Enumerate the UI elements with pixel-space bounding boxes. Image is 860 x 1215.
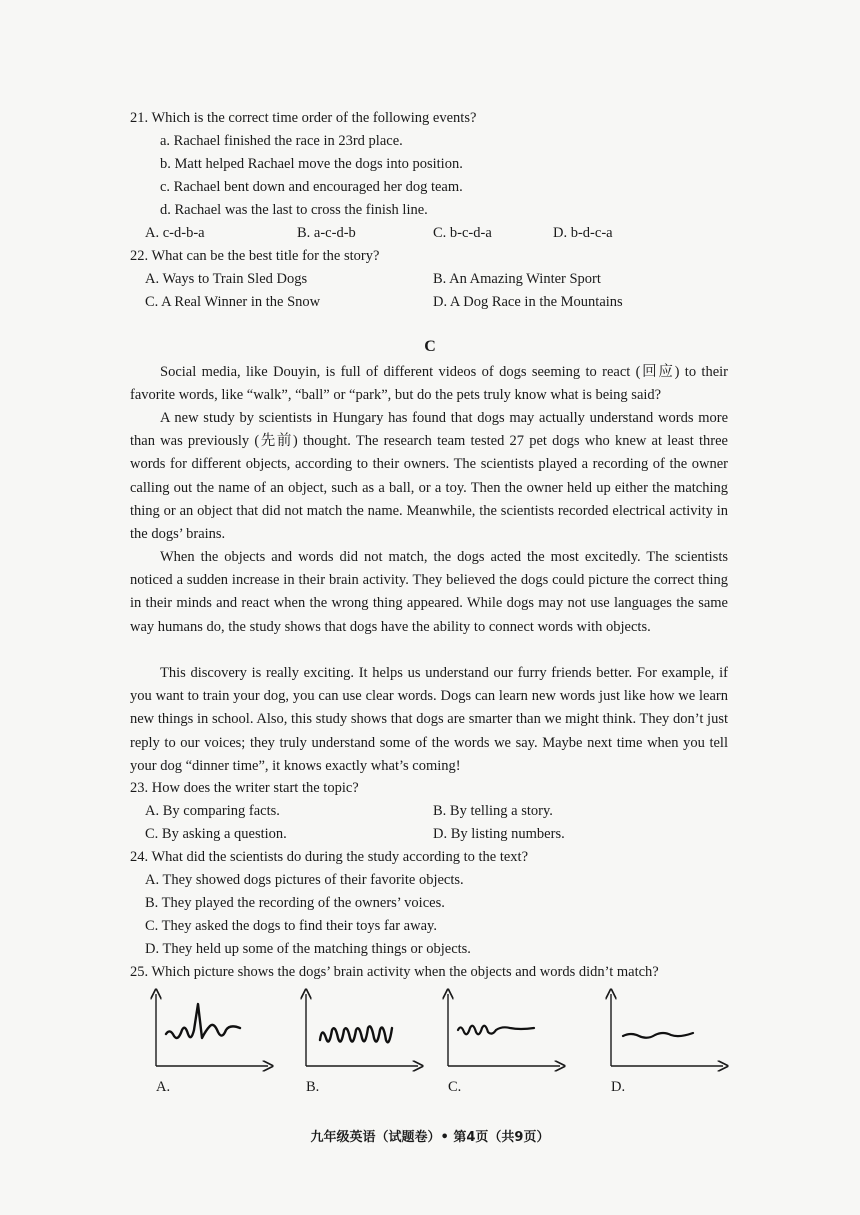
- q21-event-a: a. Rachael finished the race in 23rd place.: [160, 133, 403, 149]
- q24-stem: 24. What did the scientists do during the study according to the text?: [130, 849, 528, 865]
- brain-activity-graph-d: [603, 990, 728, 1075]
- brain-activity-graph-c: [440, 990, 565, 1075]
- q22-option-a: A. Ways to Train Sled Dogs: [145, 271, 308, 287]
- q22-option-b: B. An Amazing Winter Sport: [433, 271, 601, 287]
- q21-option-a: A. c-d-b-a: [145, 225, 205, 241]
- passage-paragraph-4: This discovery is really exciting. It helps us understand our furry friends better. For example, if you want to train your dog, you can use clear words. Dogs can learn new words just like how we learn new things in school. Also, this study shows that dogs are smarter than we might think. They don’t just reply to our voices; they truly understand some of the words we say. Maybe next time when you tell your dog “dinner time”, it knows exactly what’s coming!: [130, 665, 728, 774]
- q23-option-c: C. By asking a question.: [145, 826, 287, 842]
- q22-stem: 22. What can be the best title for the story?: [130, 248, 380, 264]
- page-footer: 九年级英语（试题卷）• 第4页（共9页）: [310, 1130, 550, 1145]
- passage-paragraph-1: Social media, like Douyin, is full of different videos of dogs seeming to react (回应) to their favorite words, like “walk”, “ball” or “park”, but do the pets truly know what is being said?: [130, 364, 728, 404]
- q21-option-d: D. b-d-c-a: [553, 225, 613, 241]
- q23-option-d: D. By listing numbers.: [433, 826, 565, 842]
- q22-option-c: C. A Real Winner in the Snow: [145, 294, 321, 310]
- q21-event-c: c. Rachael bent down and encouraged her dog team.: [160, 179, 463, 195]
- graph-label-d: D.: [611, 1079, 626, 1095]
- brain-activity-graph-a: [148, 990, 273, 1075]
- q21-option-b: B. a-c-d-b: [297, 225, 356, 241]
- q24-option-d: D. They held up some of the matching things or objects.: [145, 941, 471, 957]
- passage-paragraph-3: When the objects and words did not match, the dogs acted the most excitedly. The scientists noticed a sudden increase in their brain activity. They believed the dogs could picture the correct thing in their minds and react when the wrong thing appeared. While dogs may not use languages the same way humans do, the study shows that dogs have the ability to connect words with objects.: [130, 549, 728, 635]
- q23-option-a: A. By comparing facts.: [145, 803, 280, 819]
- q22-option-d: D. A Dog Race in the Mountains: [433, 294, 623, 310]
- q24-option-c: C. They asked the dogs to find their toys far away.: [145, 918, 437, 934]
- brain-activity-graph-b: [298, 990, 423, 1075]
- graph-label-a: A.: [156, 1079, 171, 1095]
- q21-option-c: C. b-c-d-a: [433, 225, 492, 241]
- q23-stem: 23. How does the writer start the topic?: [130, 780, 359, 796]
- q25-stem: 25. Which picture shows the dogs’ brain activity when the objects and words didn’t match?: [130, 964, 659, 980]
- q23-option-b: B. By telling a story.: [433, 803, 553, 819]
- graph-label-c: C.: [448, 1079, 462, 1095]
- graph-label-b: B.: [306, 1079, 320, 1095]
- q24-option-b: B. They played the recording of the owners’ voices.: [145, 895, 445, 911]
- q21-event-b: b. Matt helped Rachael move the dogs into position.: [160, 156, 463, 172]
- q21-event-d: d. Rachael was the last to cross the finish line.: [160, 202, 428, 218]
- section-c-heading: C: [424, 338, 436, 355]
- q21-stem: 21. Which is the correct time order of the following events?: [130, 110, 477, 126]
- passage-paragraph-2: A new study by scientists in Hungary has found that dogs may actually understand words more than was previously (先前) thought. The research team tested 27 pet dogs who knew at least three words for different objects, according to their owners. The scientists played a recording of the owner calling out the name of an object, such as a ball, or a toy. Then the owner held up either the matching thing or an object that did not match the name. Meanwhile, the scientists recorded electrical activity in the dogs’ brains.: [130, 410, 728, 543]
- q24-option-a: A. They showed dogs pictures of their favorite objects.: [145, 872, 464, 888]
